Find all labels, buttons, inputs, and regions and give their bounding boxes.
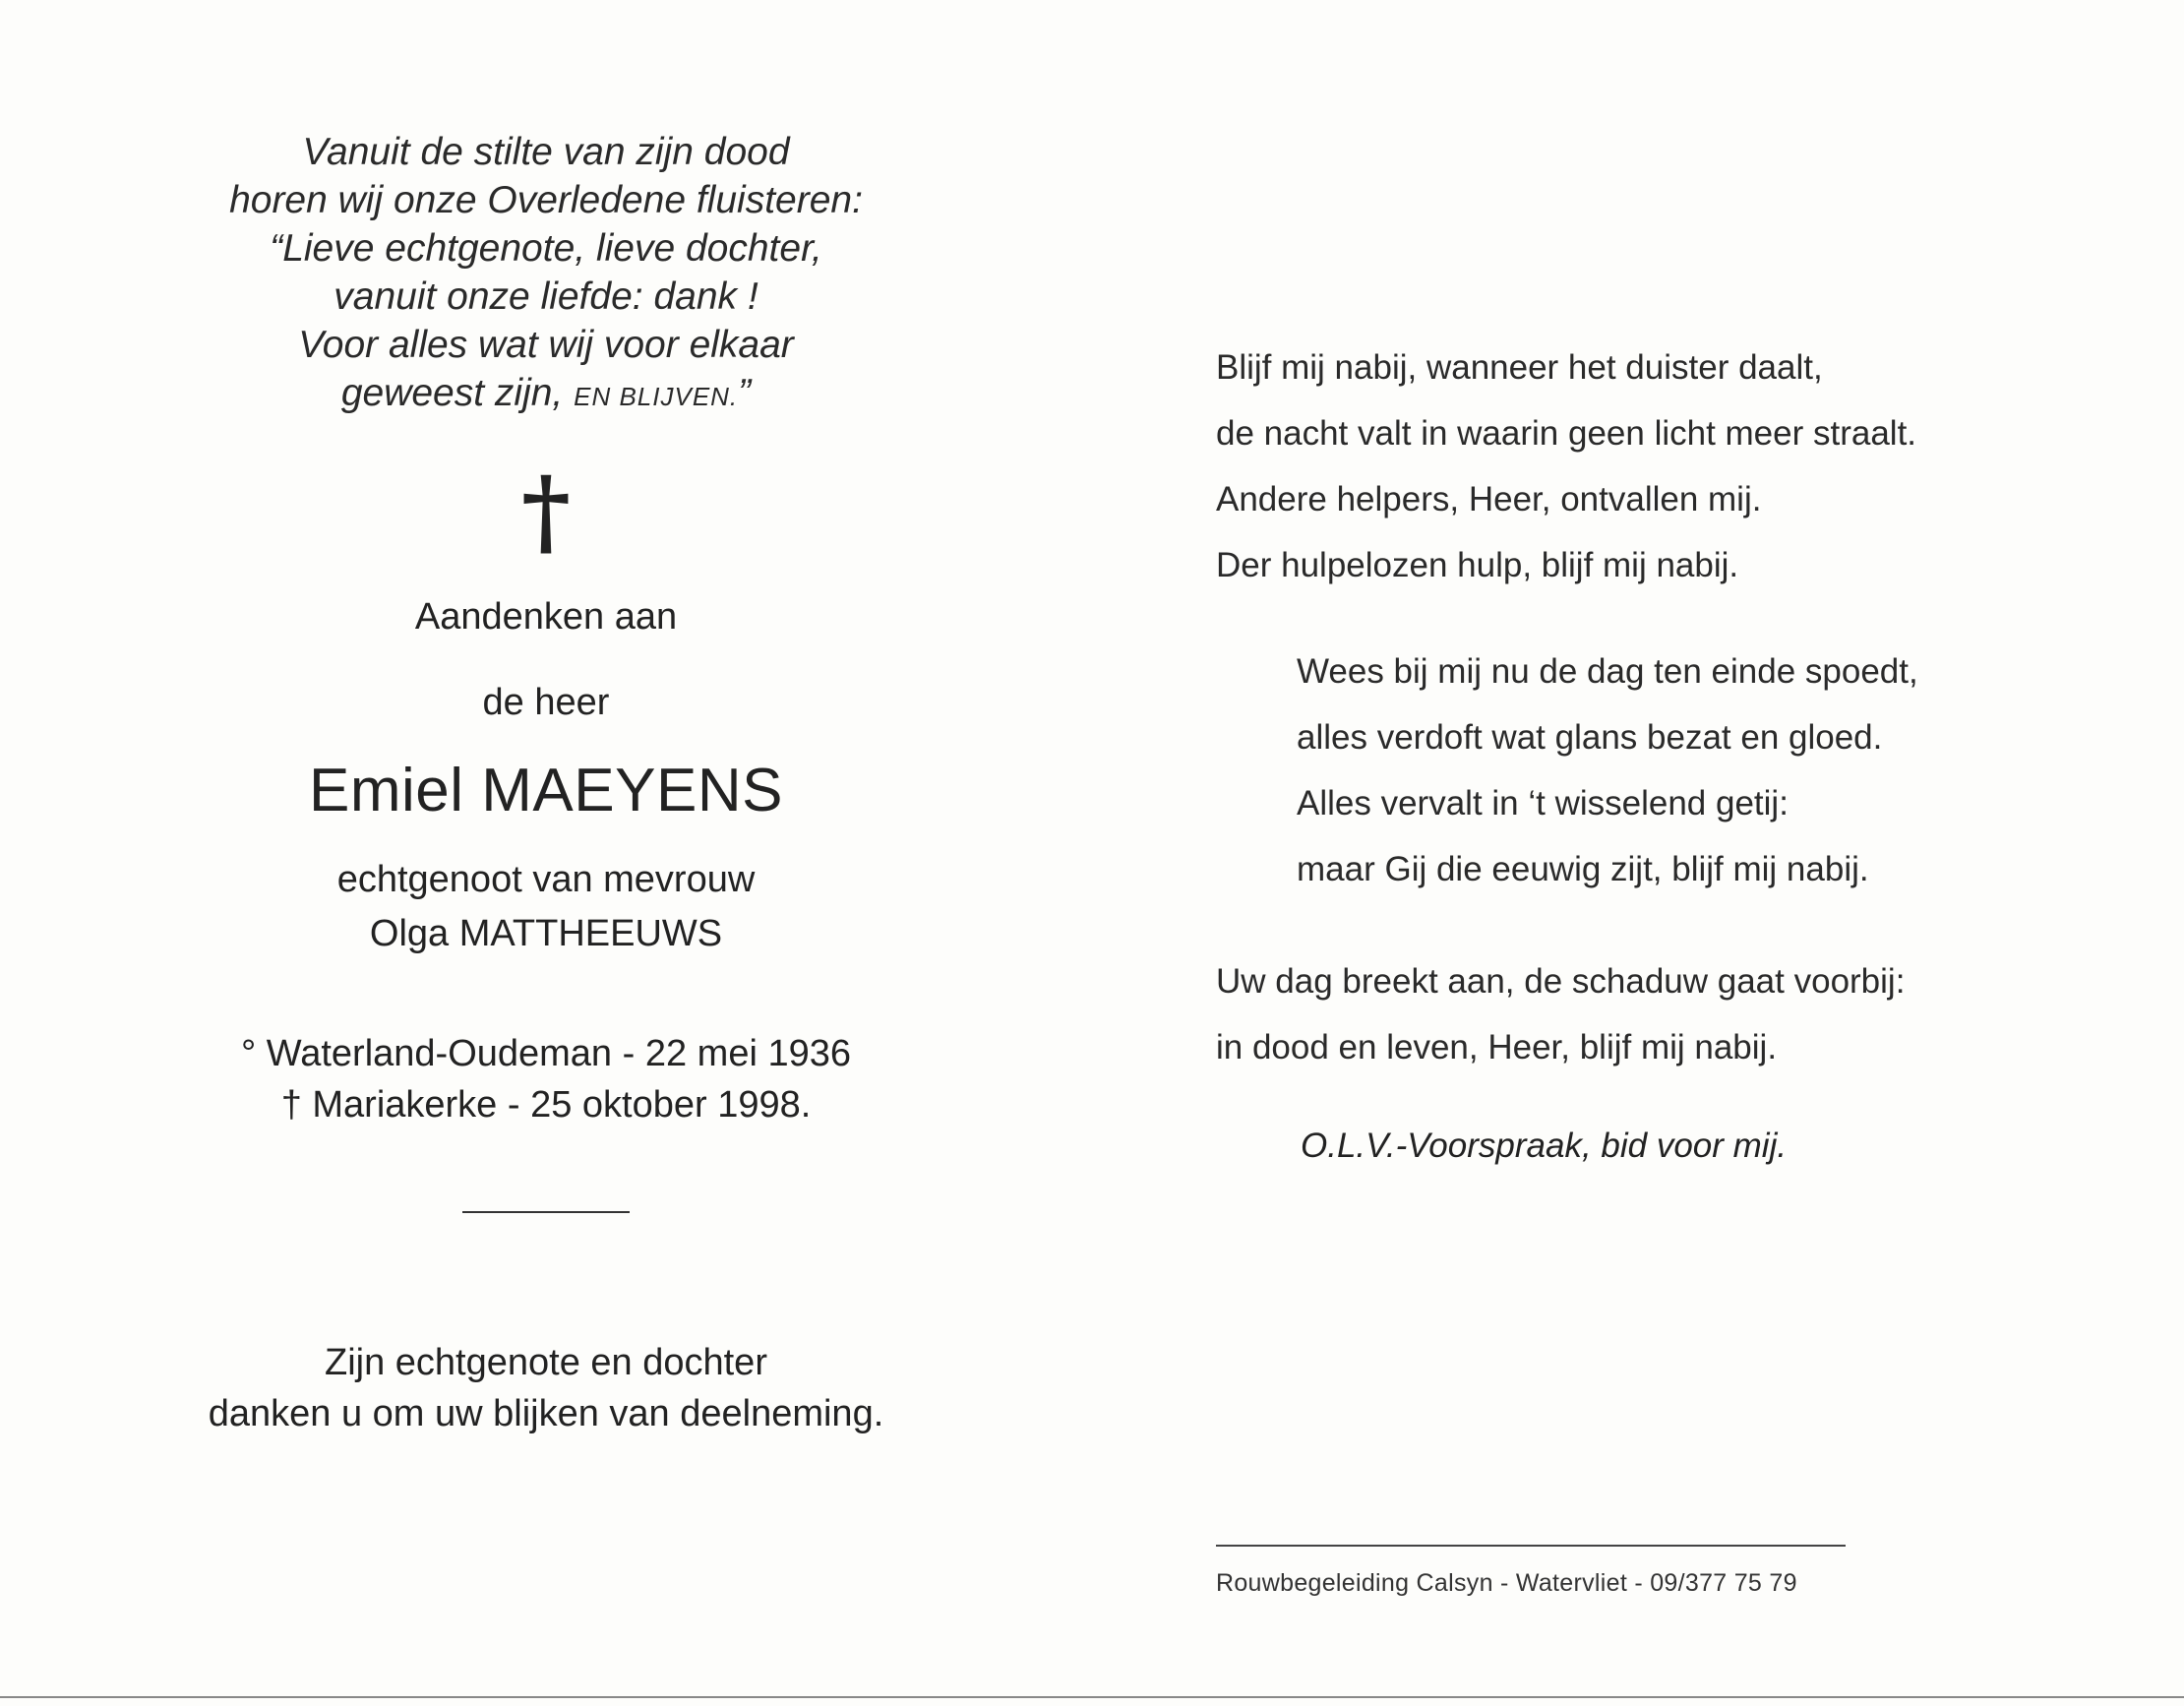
poem-line: Uw dag breekt aan, de schaduw gaat voorbij: xyxy=(1216,962,1906,1001)
quote-line: “Lieve echtgenote, lieve dochter, xyxy=(270,227,822,270)
poem-line: Andere helpers, Heer, ontvallen mij. xyxy=(1216,480,1762,518)
quote-line: vanuit onze liefde: dank ! xyxy=(334,275,758,318)
prayer-line: O.L.V.-Voorspraak, bid voor mij. xyxy=(1301,1127,1788,1165)
thanks-line: Zijn echtgenote en dochter xyxy=(325,1342,767,1383)
footer-divider xyxy=(1216,1545,1846,1547)
life-dates xyxy=(148,1028,944,1130)
thanks-line: danken u om uw blijken van deelneming. xyxy=(208,1393,884,1434)
poem-line: alles verdoft wat glans bezat en gloed. xyxy=(1297,718,1883,757)
quote-last-line-start: geweest zijn, xyxy=(340,372,575,414)
birth-line: ° Waterland-Oudeman - 22 mei 1936 xyxy=(241,1033,851,1074)
death-line: † Mariakerke - 25 oktober 1998. xyxy=(280,1084,812,1126)
quote-line: horen wij onze Overledene fluisteren: xyxy=(229,179,863,221)
title-label: de heer xyxy=(482,682,610,723)
opening-quote xyxy=(148,128,944,421)
card-bottom-edge xyxy=(0,1696,2184,1698)
spouse-name: Olga MATTHEEUWS xyxy=(369,913,723,954)
right-panel xyxy=(1216,335,2062,1166)
divider xyxy=(462,1211,630,1213)
quote-line: Vanuit de stilte van zijn dood xyxy=(302,131,790,173)
poem-line: in dood en leven, Heer, blijf mij nabij. xyxy=(1216,1028,1778,1066)
quote-line: Voor alles wat wij voor elkaar xyxy=(298,324,794,366)
poem-line: Wees bij mij nu de dag ten einde spoedt, xyxy=(1297,652,1918,691)
quote-closing-mark: ” xyxy=(738,372,752,414)
poem-line: Alles vervalt in ‘t wisselend getij: xyxy=(1297,784,1789,823)
deceased-name: Emiel MAEYENS xyxy=(309,757,783,824)
poem-line: de nacht valt in waarin geen licht meer straalt. xyxy=(1216,414,1917,453)
spouse-label: echtgenoot van mevrouw xyxy=(336,859,756,900)
poem-stanza-1 xyxy=(1216,335,2062,598)
thanks-text xyxy=(148,1337,944,1439)
poem-stanza-3 xyxy=(1216,948,2062,1080)
left-panel xyxy=(148,128,944,1439)
quote-smallcaps: EN BLIJVEN. xyxy=(574,382,739,411)
in-memory-label: Aandenken aan xyxy=(414,596,678,638)
poem-line: Blijf mij nabij, wanneer het duister daalt, xyxy=(1216,348,1823,387)
cross-icon: † xyxy=(520,456,572,567)
poem-stanza-2 xyxy=(1297,639,2062,902)
quote-last-line xyxy=(148,369,944,421)
poem-line: Der hulpelozen hulp, blijf mij nabij. xyxy=(1216,546,1739,584)
funeral-home-footer: Rouwbegeleiding Calsyn - Watervliet - 09/377 75 79 xyxy=(1216,1569,1797,1597)
poem-line: maar Gij die eeuwig zijt, blijf mij nabij. xyxy=(1297,850,1869,888)
